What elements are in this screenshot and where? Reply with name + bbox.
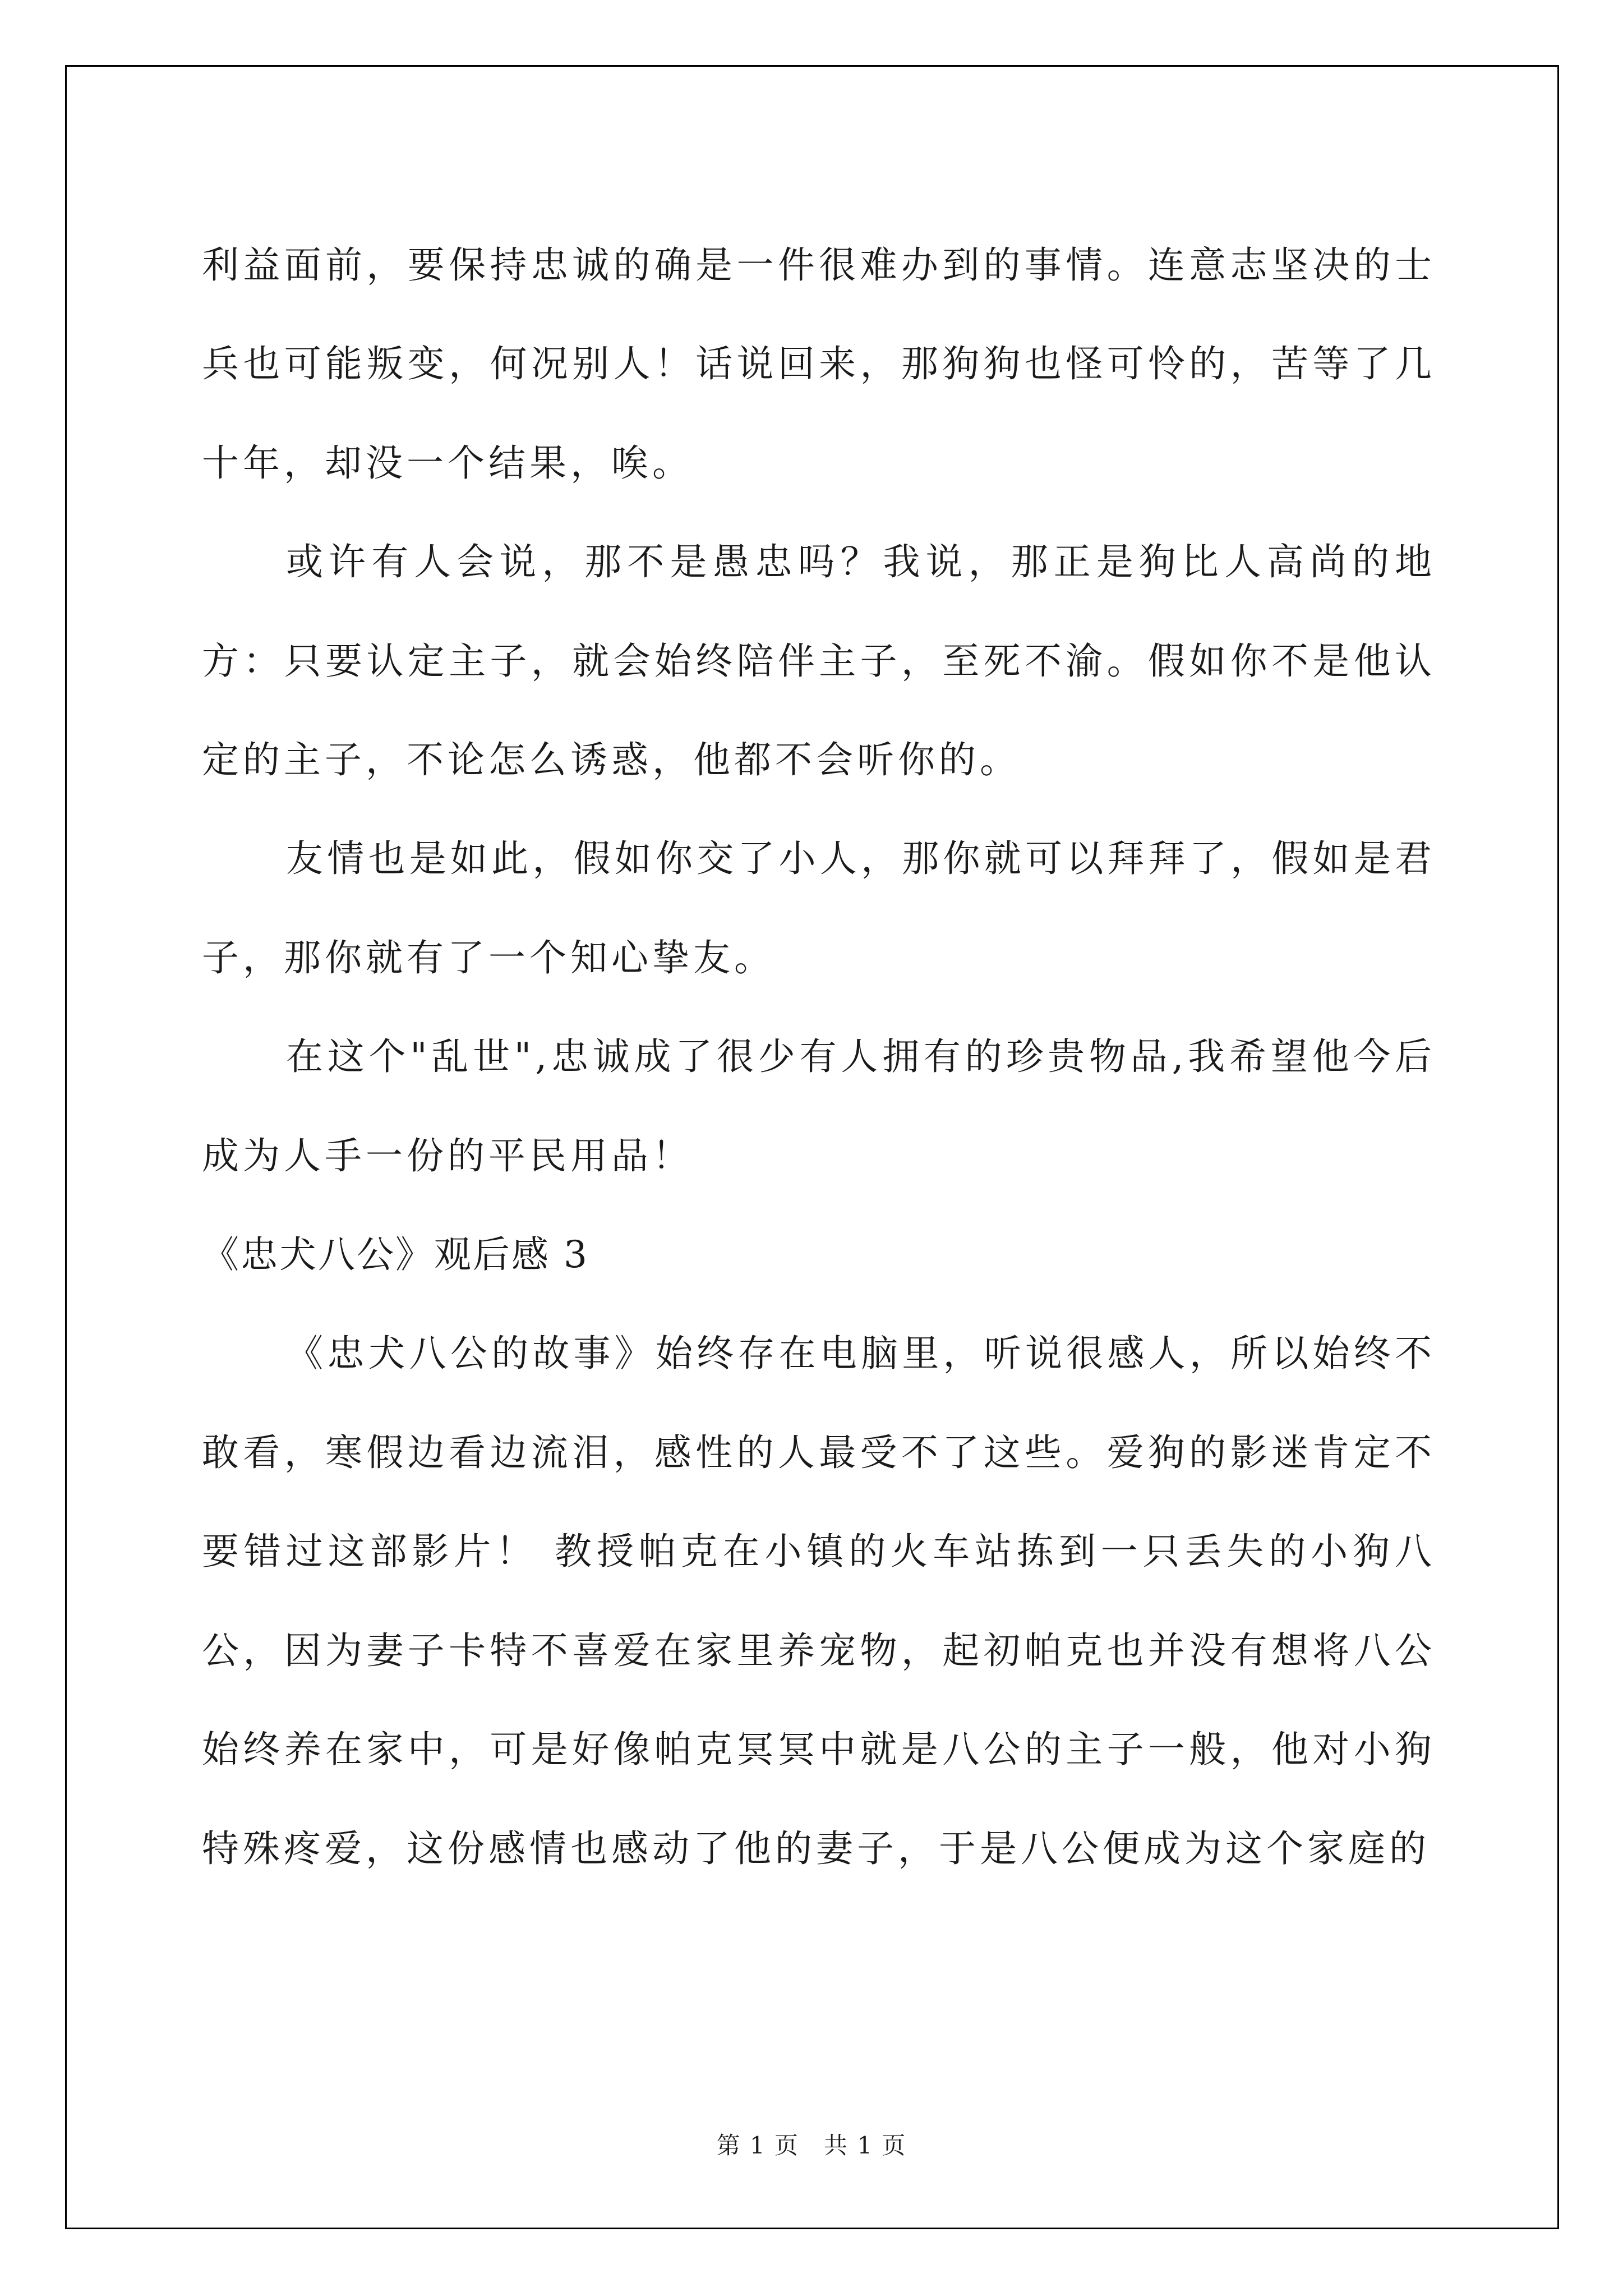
paragraph-continuation: 利益面前，要保持忠诚的确是一件很难办到的事情。连意志坚决的士兵也可能叛变，何况别人！话说回来，那狗狗也怪可怜的，苦等了几十年，却没一个结果，唉。 [202, 243, 1436, 485]
page-footer: 第 1 页 共 1 页 [716, 2132, 907, 2159]
document-body [202, 216, 1436, 1898]
section-heading: 《忠犬八公》观后感 3 [202, 1233, 589, 1277]
paragraph: 《忠犬八公的故事》始终存在电脑里，听说很感人，所以始终不敢看，寒假边看边流泪，感性的人最受不了这些。爱狗的影迷肯定不要错过这部影片！ 教授帕克在小镇的火车站拣到一只丢失的小狗八公，因为妻子卡特不喜爱在家里养宠物，起初帕克也并没有想将八公始终养在家中，可是好像帕克冥冥中就是八公的主子一般，他对小狗特殊疼爱，这份感情也感动了他的妻子，于是八公便成为这个家庭的 [202, 1332, 1436, 1870]
paragraph: 或许有人会说，那不是愚忠吗？我说，那正是狗比人高尚的地方：只要认定主子，就会始终陪伴主子，至死不渝。假如你不是他认定的主子，不论怎么诱惑，他都不会听你的。 [202, 540, 1436, 782]
paragraph: 友情也是如此，假如你交了小人，那你就可以拜拜了，假如是君子，那你就有了一个知心挚友。 [202, 837, 1436, 979]
paragraph: 在这个"乱世",忠诚成了很少有人拥有的珍贵物品,我希望他今后成为人手一份的平民用品！ [202, 1035, 1436, 1177]
